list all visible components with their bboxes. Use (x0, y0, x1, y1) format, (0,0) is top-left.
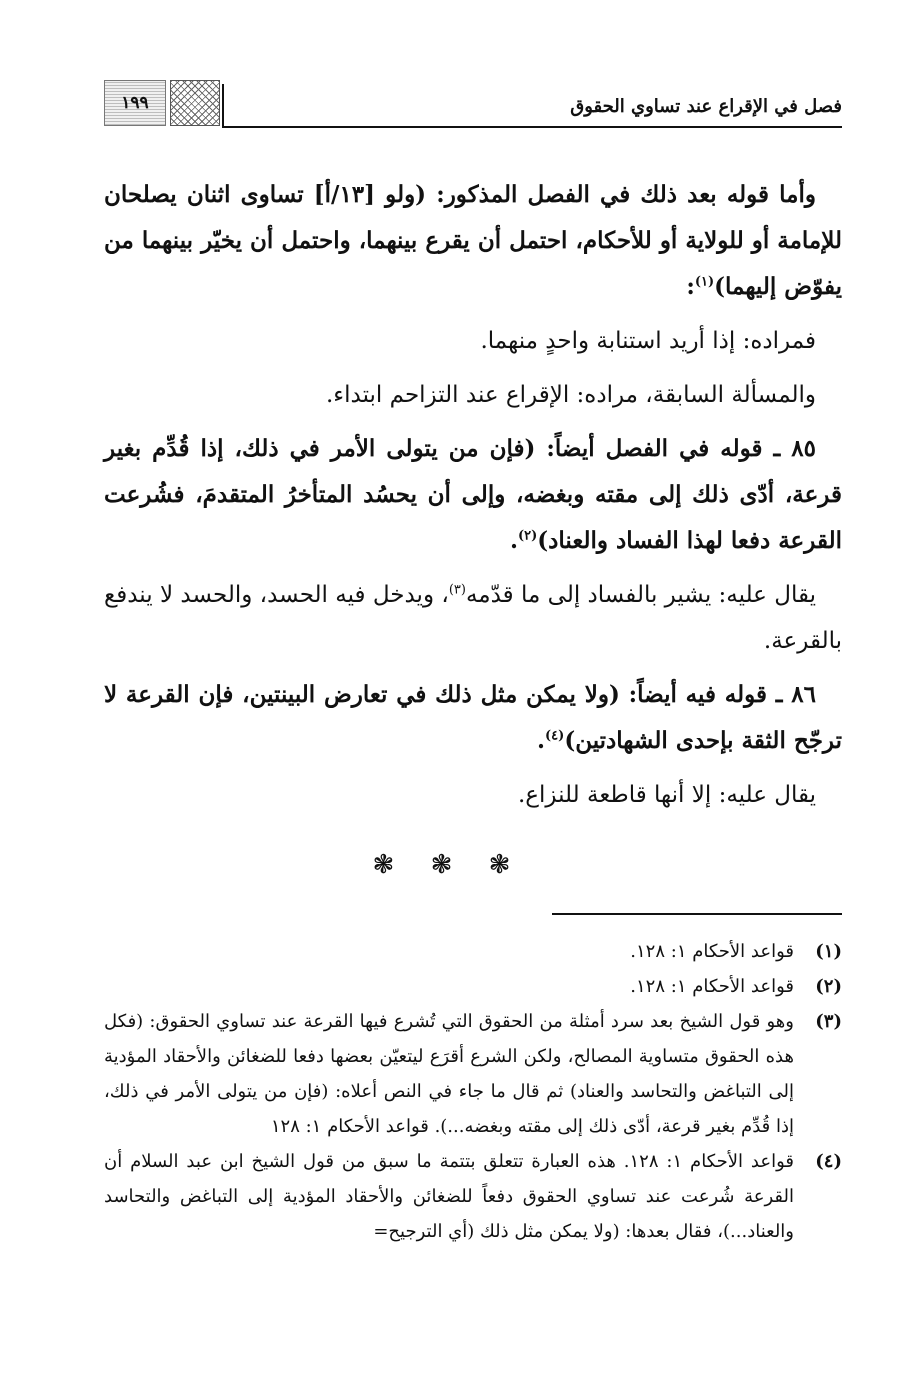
paragraph-4-end: . (509, 527, 518, 554)
footnote-text: قواعد الأحكام ١: ١٢٨. (630, 941, 794, 962)
paragraph-1-text: وأما قوله بعد ذلك في الفصل المذكور: (ولو [١٣/أ] تساوى اثنان يصلحان للإمامة أو للولاية أو للأحكام، احتمل أن يقرع بينهما، واحتمل أن يخيّر بينهما من يفوّض إليهما) (104, 181, 842, 300)
footnote-text: قواعد الأحكام ١: ١٢٨. (630, 976, 794, 997)
footnote-number: (١) (815, 941, 842, 962)
footnote-item (104, 934, 842, 969)
paragraph-3: والمسألة السابقة، مراده: الإقراع عند التزاحم ابتداء. (326, 382, 816, 408)
paragraph-4 (104, 426, 842, 564)
footnote-item (104, 1004, 842, 1144)
footnote-number: (٢) (815, 976, 842, 997)
footnotes (104, 934, 842, 1249)
footnote-ref-1[interactable]: (١) (694, 274, 715, 290)
footnote-text: قواعد الأحكام ١: ١٢٨. هذه العبارة تتعلق بتتمة ما سبق من قول الشيخ ابن عبد السلام أن القرعة شُرعت عند تساوي الحقوق دفعاً للضغائن والأحقاد المؤدية إلى التباغض والتحاسد والعناد...)، فقال بعدها: (ولا يمكن مثل ذلك (أي الترجيح= (104, 1151, 794, 1242)
paragraph-1 (104, 172, 842, 310)
footnote-item (104, 969, 842, 1004)
section-separator: ❃ ❃ ❃ (372, 850, 525, 880)
paragraph-1-end: : (686, 273, 695, 300)
footnote-ref-3[interactable]: (٣) (448, 582, 466, 598)
paragraph-2: فمراده: إذا أريد استنابة واحدٍ منهما. (480, 328, 816, 354)
header-divider (222, 84, 224, 128)
footnote-rule (552, 913, 842, 915)
footnote-item (104, 1144, 842, 1249)
paragraph-6-end: . (537, 727, 546, 754)
paragraph-5 (104, 572, 842, 664)
main-text (104, 172, 842, 826)
running-header (104, 78, 842, 130)
footnote-number: (٣) (815, 1011, 842, 1032)
paragraph-4-text: ٨٥ ـ قوله في الفصل أيضاً: (فإن من يتولى الأمر في ذلك، إذا قُدِّم بغير قرعة، أدّى ذلك إلى مقته وبغضه، وإلى أن يحسُد المتأخرُ المتقدمَ، فشُرعت القرعة دفعا لهذا الفساد والعناد) (104, 435, 842, 554)
header-rule (224, 126, 842, 128)
ornament-icon (170, 80, 220, 126)
running-title: فصل في الإقراع عند تساوي الحقوق (570, 96, 842, 117)
paragraph-5-text-a: يقال عليه: يشير بالفساد إلى ما قدّمه (465, 582, 816, 608)
paragraph-5-text-b: ، ويدخل فيه الحسد، والحسد لا يندفع بالقرعة. (104, 582, 842, 654)
footnote-text: وهو قول الشيخ بعد سرد أمثلة من الحقوق التي تُشرع فيها القرعة عند تساوي الحقوق: (فكل هذه الحقوق متساوية المصالح، ولكن الشرع أقرَع ليتعيّن بعضها دفعا للضغائن والأحقاد المؤدية إلى التباغض والتحاسد والعناد) ثم قال ما جاء في النص أعلاه: (فإن من يتولى الأمر في ذلك، إذا قُدِّم بغير قرعة، أدّى ذلك إلى مقته وبغضه...). قواعد الأحكام ١: ١٢٨ (104, 1011, 794, 1137)
footnote-number: (٤) (815, 1151, 842, 1172)
paragraph-7: يقال عليه: إلا أنها قاطعة للنزاع. (518, 782, 816, 808)
page-number: ١٩٩ (104, 80, 166, 126)
paragraph-6 (104, 672, 842, 764)
paragraph-6-text: ٨٦ ـ قوله فيه أيضاً: (ولا يمكن مثل ذلك في تعارض البينتين، فإن القرعة لا ترجّح الثقة بإحدى الشهادتين) (104, 681, 842, 754)
footnote-ref-2[interactable]: (٢) (518, 528, 538, 544)
footnote-ref-4[interactable]: (٤) (545, 728, 565, 744)
